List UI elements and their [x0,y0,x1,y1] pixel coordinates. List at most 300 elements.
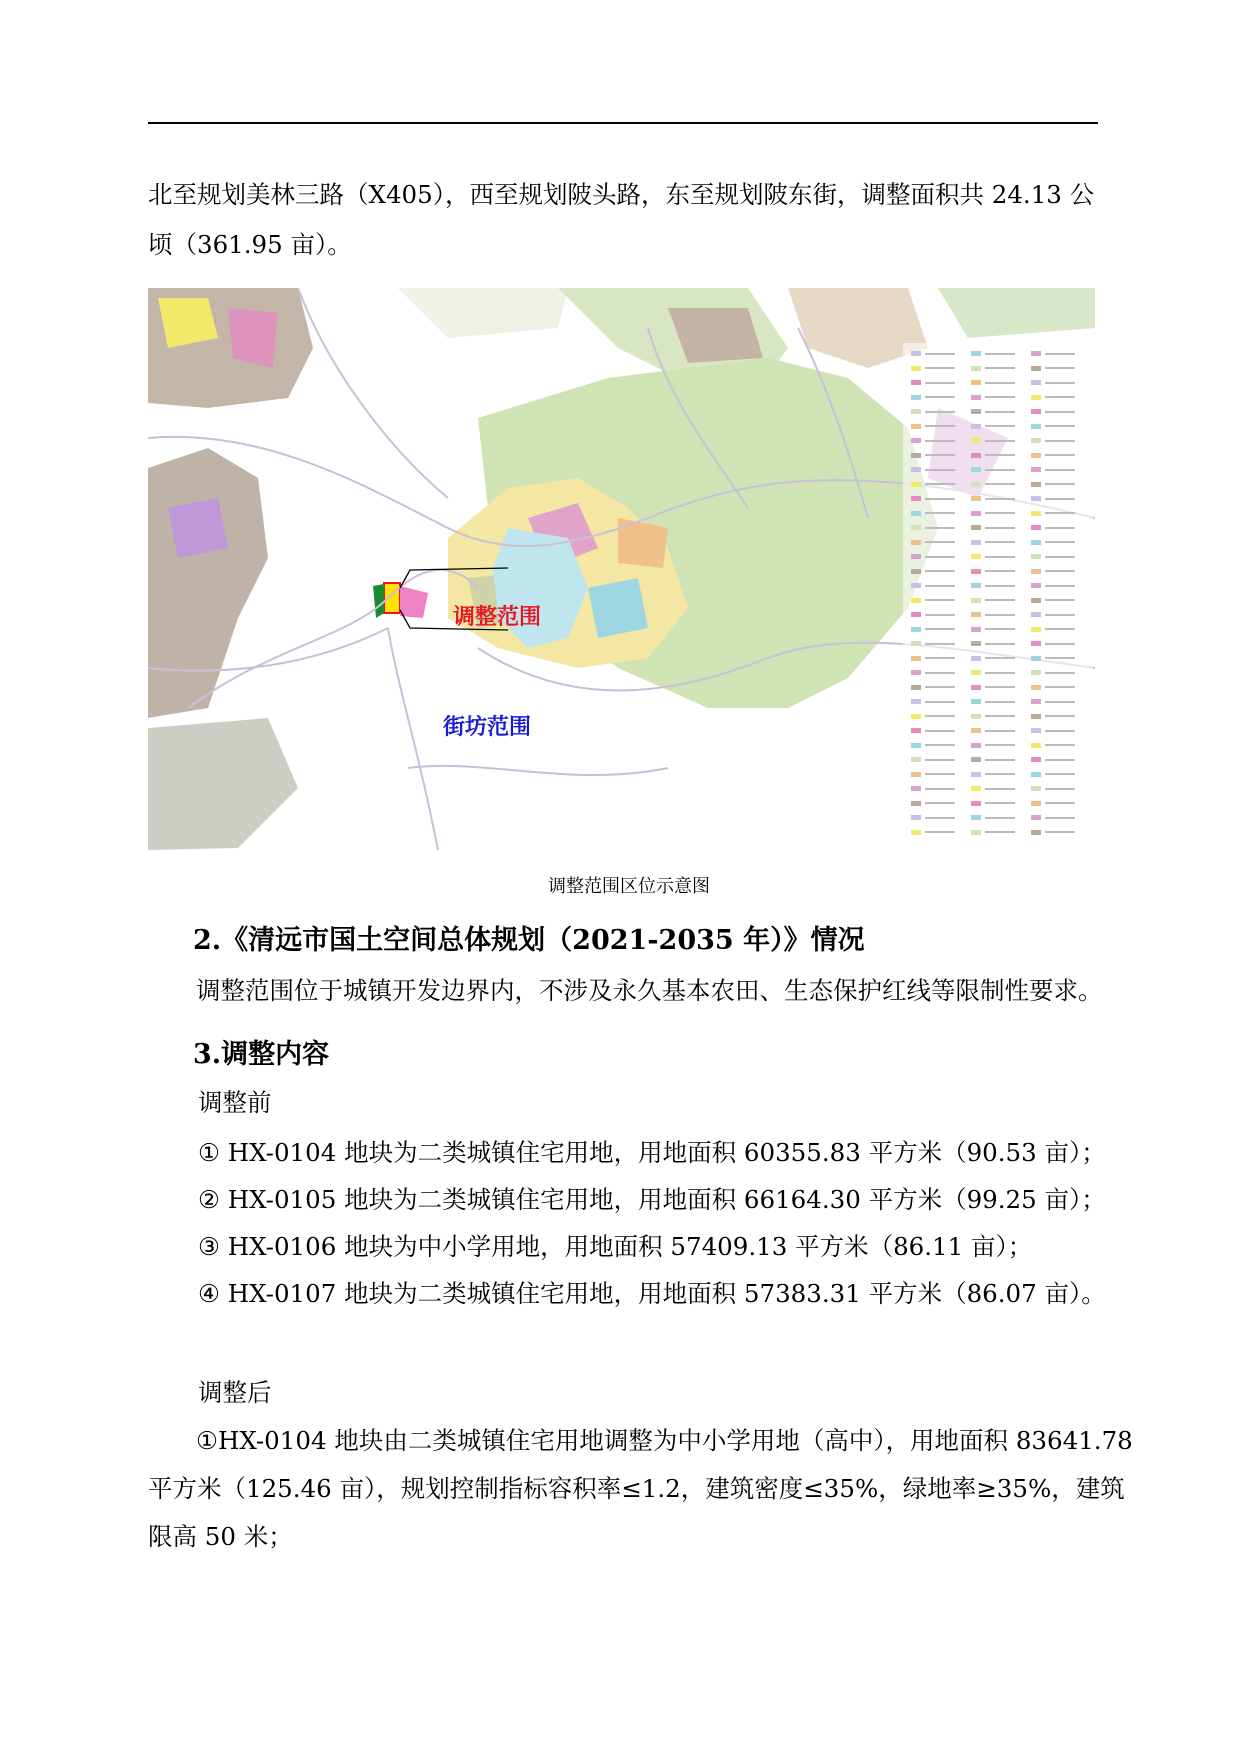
legend-swatch [911,612,921,617]
legend-text-placeholder [1045,643,1075,645]
legend-entry [1031,583,1075,588]
legend-text-placeholder [1045,541,1075,543]
legend-text-placeholder [1045,469,1075,471]
legend-entry [911,395,955,400]
legend-entry [1031,670,1075,675]
legend-text-placeholder [1045,831,1075,833]
legend-entry [971,511,1015,516]
legend-entry [971,438,1015,443]
legend-text-placeholder [985,382,1015,384]
legend-text-placeholder [1045,817,1075,819]
legend-entry [971,525,1015,530]
legend-entry [1031,627,1075,632]
legend-swatch [911,743,921,748]
legend-entry [971,685,1015,690]
legend-swatch [911,670,921,675]
legend-entry [911,801,955,806]
legend-text-placeholder [1045,715,1075,717]
legend-text-placeholder [1045,759,1075,761]
legend-entry [1031,540,1075,545]
legend-entry [971,351,1015,356]
legend-entry [971,656,1015,661]
legend-entry [911,627,955,632]
legend-text-placeholder [925,454,955,456]
legend-swatch [971,786,981,791]
legend-entry [911,830,955,835]
legend-text-placeholder [925,657,955,659]
legend-entry [1031,598,1075,603]
legend-swatch [1031,554,1041,559]
legend-text-placeholder [925,512,955,514]
label-block-range: 街坊范围 [443,715,532,740]
legend-swatch [1031,685,1041,690]
legend-swatch [911,801,921,806]
legend-swatch [911,380,921,385]
legend-swatch [1031,830,1041,835]
legend-swatch [911,409,921,414]
legend-entry [911,554,955,559]
legend-entry [1031,757,1075,762]
legend-text-placeholder [925,730,955,732]
legend-entry [1031,569,1075,574]
legend-text-placeholder [925,628,955,630]
legend-swatch [971,772,981,777]
legend-text-placeholder [925,498,955,500]
legend-entry [911,351,955,356]
legend-entry [911,728,955,733]
legend-swatch [911,627,921,632]
legend-swatch [971,554,981,559]
legend-text-placeholder [985,599,1015,601]
legend-text-placeholder [985,353,1015,355]
legend-entry [971,627,1015,632]
legend-text-placeholder [985,802,1015,804]
legend-text-placeholder [985,570,1015,572]
legend-text-placeholder [985,657,1015,659]
legend-entry [1031,366,1075,371]
legend-entry [971,830,1015,835]
legend-text-placeholder [925,643,955,645]
legend-text-placeholder [1045,353,1075,355]
legend-entry [911,525,955,530]
legend-swatch [911,583,921,588]
legend-text-placeholder [1045,396,1075,398]
legend-text-placeholder [925,483,955,485]
legend-entry [971,786,1015,791]
legend-entry [1031,496,1075,501]
legend-entry [971,496,1015,501]
legend-entry [971,598,1015,603]
legend-entry [911,685,955,690]
legend-entry [971,757,1015,762]
map-caption: 调整范围区位示意图 [548,876,710,897]
legend-text-placeholder [985,454,1015,456]
legend-entry [971,366,1015,371]
section2-body: 调整范围位于城镇开发边界内，不涉及永久基本农田、生态保护红线等限制性要求。 [196,976,1103,1005]
legend-text-placeholder [925,469,955,471]
legend-text-placeholder [985,744,1015,746]
legend-text-placeholder [1045,440,1075,442]
legend-text-placeholder [1045,788,1075,790]
legend-entry [971,424,1015,429]
legend-text-placeholder [925,382,955,384]
legend-text-placeholder [985,512,1015,514]
legend-entry [971,612,1015,617]
legend-text-placeholder [985,367,1015,369]
legend-swatch [971,656,981,661]
legend-entry [911,772,955,777]
legend-swatch [1031,525,1041,530]
legend-entry [971,467,1015,472]
before-item-1: ① HX-0104 地块为二类城镇住宅用地，用地面积 60355.83 平方米（90.53 亩）； [198,1138,1106,1167]
legend-entry [1031,482,1075,487]
legend-text-placeholder [925,367,955,369]
legend-swatch [971,380,981,385]
legend-text-placeholder [925,556,955,558]
legend-swatch [1031,409,1041,414]
legend-entry [1031,351,1075,356]
legend-text-placeholder [1045,686,1075,688]
legend-entry [911,757,955,762]
legend-swatch [1031,728,1041,733]
legend-swatch [971,482,981,487]
legend-text-placeholder [925,527,955,529]
legend-text-placeholder [1045,367,1075,369]
legend-swatch [971,685,981,690]
legend-text-placeholder [985,469,1015,471]
legend-swatch [971,467,981,472]
legend-swatch [1031,714,1041,719]
legend-entry [911,424,955,429]
section2-heading: 2.《清远市国土空间总体规划（2021-2035 年）》情况 [193,925,865,956]
legend-entry [1031,453,1075,458]
section3-heading: 3.调整内容 [193,1039,330,1070]
legend-entry [1031,612,1075,617]
legend-text-placeholder [985,701,1015,703]
legend-text-placeholder [925,817,955,819]
legend-text-placeholder [985,817,1015,819]
legend-text-placeholder [925,440,955,442]
legend-swatch [971,366,981,371]
legend-entry [1031,511,1075,516]
legend-text-placeholder [985,440,1015,442]
legend-text-placeholder [1045,802,1075,804]
legend-swatch [1031,366,1041,371]
legend-entry [911,496,955,501]
legend-entry [911,583,955,588]
legend-entry [971,641,1015,646]
legend-text-placeholder [1045,527,1075,529]
legend-text-placeholder [1045,628,1075,630]
legend-swatch [911,438,921,443]
legend-text-placeholder [1045,570,1075,572]
legend-swatch [971,612,981,617]
legend-swatch [971,815,981,820]
legend-entry [971,801,1015,806]
legend-text-placeholder [1045,483,1075,485]
legend-text-placeholder [1045,672,1075,674]
legend-swatch [971,743,981,748]
legend-text-placeholder [1045,599,1075,601]
after-item-1-line-1: ①HX-0104 地块由二类城镇住宅用地调整为中小学用地（高中），用地面积 83641.78 [196,1426,1133,1455]
legend-swatch [911,699,921,704]
legend-entry [971,482,1015,487]
legend-swatch [971,699,981,704]
legend-text-placeholder [985,831,1015,833]
legend-swatch [1031,743,1041,748]
legend-swatch [971,728,981,733]
legend-entry [971,453,1015,458]
legend-text-placeholder [985,483,1015,485]
legend-entry [971,583,1015,588]
legend-swatch [911,786,921,791]
legend-swatch [971,395,981,400]
legend-entry [1031,685,1075,690]
legend-text-placeholder [985,585,1015,587]
legend-swatch [911,685,921,690]
legend-text-placeholder [925,411,955,413]
legend-entry [1031,728,1075,733]
legend-swatch [971,409,981,414]
legend-swatch [911,366,921,371]
legend-entry [911,569,955,574]
legend-entry [1031,830,1075,835]
legend-entry [911,409,955,414]
legend-text-placeholder [985,614,1015,616]
legend-text-placeholder [925,759,955,761]
legend-entry [911,511,955,516]
legend-text-placeholder [925,788,955,790]
legend-swatch [971,627,981,632]
legend-swatch [911,467,921,472]
legend-entry [911,482,955,487]
legend-swatch [971,757,981,762]
legend-entry [971,554,1015,559]
legend-entry [971,380,1015,385]
intro-line-1: 北至规划美林三路（X405），西至规划陂头路，东至规划陂东街，调整面积共 24.13 公 [148,180,1095,209]
legend-text-placeholder [925,599,955,601]
legend-text-placeholder [925,715,955,717]
legend-swatch [1031,641,1041,646]
map-legend [903,343,1093,848]
legend-entry [911,467,955,472]
legend-entry [911,612,955,617]
legend-entry [1031,409,1075,414]
legend-entry [971,409,1015,414]
legend-text-placeholder [925,396,955,398]
legend-swatch [971,438,981,443]
legend-text-placeholder [1045,498,1075,500]
legend-entry [1031,786,1075,791]
legend-entry [911,699,955,704]
legend-text-placeholder [925,353,955,355]
legend-entry [911,670,955,675]
legend-swatch [1031,424,1041,429]
legend-swatch [911,351,921,356]
legend-swatch [971,830,981,835]
legend-text-placeholder [985,759,1015,761]
legend-entry [1031,656,1075,661]
legend-entry [1031,743,1075,748]
legend-swatch [911,424,921,429]
legend-swatch [1031,467,1041,472]
legend-text-placeholder [1045,614,1075,616]
legend-swatch [911,569,921,574]
legend-text-placeholder [925,773,955,775]
legend-swatch [911,496,921,501]
legend-swatch [911,656,921,661]
legend-swatch [971,496,981,501]
legend-swatch [971,424,981,429]
legend-entry [1031,815,1075,820]
legend-text-placeholder [1045,382,1075,384]
legend-swatch [971,598,981,603]
legend-swatch [1031,627,1041,632]
header-rule [148,122,1098,124]
after-item-1-line-3: 限高 50 米； [148,1522,293,1551]
legend-text-placeholder [985,773,1015,775]
legend-swatch [911,641,921,646]
legend-text-placeholder [1045,454,1075,456]
legend-swatch [1031,380,1041,385]
legend-entry [1031,467,1075,472]
legend-entry [911,380,955,385]
legend-text-placeholder [1045,556,1075,558]
legend-entry [971,395,1015,400]
legend-text-placeholder [985,686,1015,688]
legend-swatch [1031,583,1041,588]
legend-text-placeholder [1045,425,1075,427]
legend-text-placeholder [985,643,1015,645]
legend-entry [1031,554,1075,559]
legend-text-placeholder [1045,701,1075,703]
legend-swatch [1031,598,1041,603]
legend-swatch [1031,815,1041,820]
legend-swatch [911,482,921,487]
legend-entry [911,438,955,443]
legend-entry [1031,380,1075,385]
legend-swatch [1031,569,1041,574]
legend-text-placeholder [1045,411,1075,413]
legend-swatch [971,453,981,458]
legend-swatch [911,714,921,719]
legend-text-placeholder [985,396,1015,398]
before-label: 调整前 [198,1088,272,1117]
legend-text-placeholder [985,541,1015,543]
legend-text-placeholder [1045,730,1075,732]
legend-swatch [1031,612,1041,617]
legend-text-placeholder [925,701,955,703]
legend-entry [1031,525,1075,530]
legend-swatch [971,801,981,806]
legend-entry [911,714,955,719]
legend-swatch [911,511,921,516]
legend-entry [911,598,955,603]
after-label: 调整后 [198,1378,272,1407]
legend-swatch [911,395,921,400]
legend-swatch [1031,670,1041,675]
legend-swatch [1031,395,1041,400]
legend-swatch [911,453,921,458]
legend-swatch [911,540,921,545]
legend-swatch [911,772,921,777]
legend-entry [1031,438,1075,443]
legend-entry [971,569,1015,574]
legend-swatch [971,714,981,719]
legend-swatch [1031,757,1041,762]
after-item-1-line-2: 平方米（125.46 亩），规划控制指标容积率≤1.2，建筑密度≤35%，绿地率≥35%，建筑 [148,1474,1125,1503]
legend-swatch [1031,438,1041,443]
legend-swatch [971,351,981,356]
legend-swatch [1031,772,1041,777]
legend-swatch [971,641,981,646]
legend-swatch [971,670,981,675]
legend-swatch [1031,453,1041,458]
legend-text-placeholder [985,498,1015,500]
legend-swatch [971,583,981,588]
legend-swatch [971,511,981,516]
legend-text-placeholder [985,715,1015,717]
legend-text-placeholder [1045,744,1075,746]
legend-swatch [1031,482,1041,487]
location-map [148,288,1095,850]
legend-entry [1031,772,1075,777]
legend-text-placeholder [925,802,955,804]
legend-text-placeholder [1045,512,1075,514]
intro-line-2: 顷（361.95 亩）。 [148,230,352,259]
legend-text-placeholder [985,411,1015,413]
legend-text-placeholder [925,585,955,587]
legend-swatch [1031,540,1041,545]
legend-text-placeholder [985,556,1015,558]
legend-text-placeholder [985,672,1015,674]
legend-swatch [911,728,921,733]
legend-entry [911,641,955,646]
legend-text-placeholder [985,788,1015,790]
legend-text-placeholder [925,541,955,543]
legend-swatch [971,540,981,545]
legend-entry [971,714,1015,719]
legend-text-placeholder [925,831,955,833]
legend-entry [971,728,1015,733]
legend-swatch [1031,511,1041,516]
legend-entry [971,815,1015,820]
legend-entry [1031,424,1075,429]
legend-swatch [911,598,921,603]
legend-entry [911,656,955,661]
legend-entry [1031,699,1075,704]
legend-swatch [1031,496,1041,501]
legend-text-placeholder [985,730,1015,732]
legend-text-placeholder [925,686,955,688]
legend-entry [911,540,955,545]
legend-swatch [1031,656,1041,661]
before-item-4: ④ HX-0107 地块为二类城镇住宅用地，用地面积 57383.31 平方米（86.07 亩）。 [198,1279,1106,1308]
legend-swatch [911,757,921,762]
legend-swatch [911,830,921,835]
legend-text-placeholder [925,672,955,674]
legend-swatch [971,525,981,530]
legend-swatch [1031,699,1041,704]
legend-text-placeholder [1045,773,1075,775]
legend-entry [971,670,1015,675]
before-item-3: ③ HX-0106 地块为中小学用地，用地面积 57409.13 平方米（86.11 亩）； [198,1232,1033,1261]
legend-entry [911,453,955,458]
legend-swatch [1031,801,1041,806]
legend-text-placeholder [925,614,955,616]
legend-text-placeholder [925,570,955,572]
legend-entry [911,743,955,748]
